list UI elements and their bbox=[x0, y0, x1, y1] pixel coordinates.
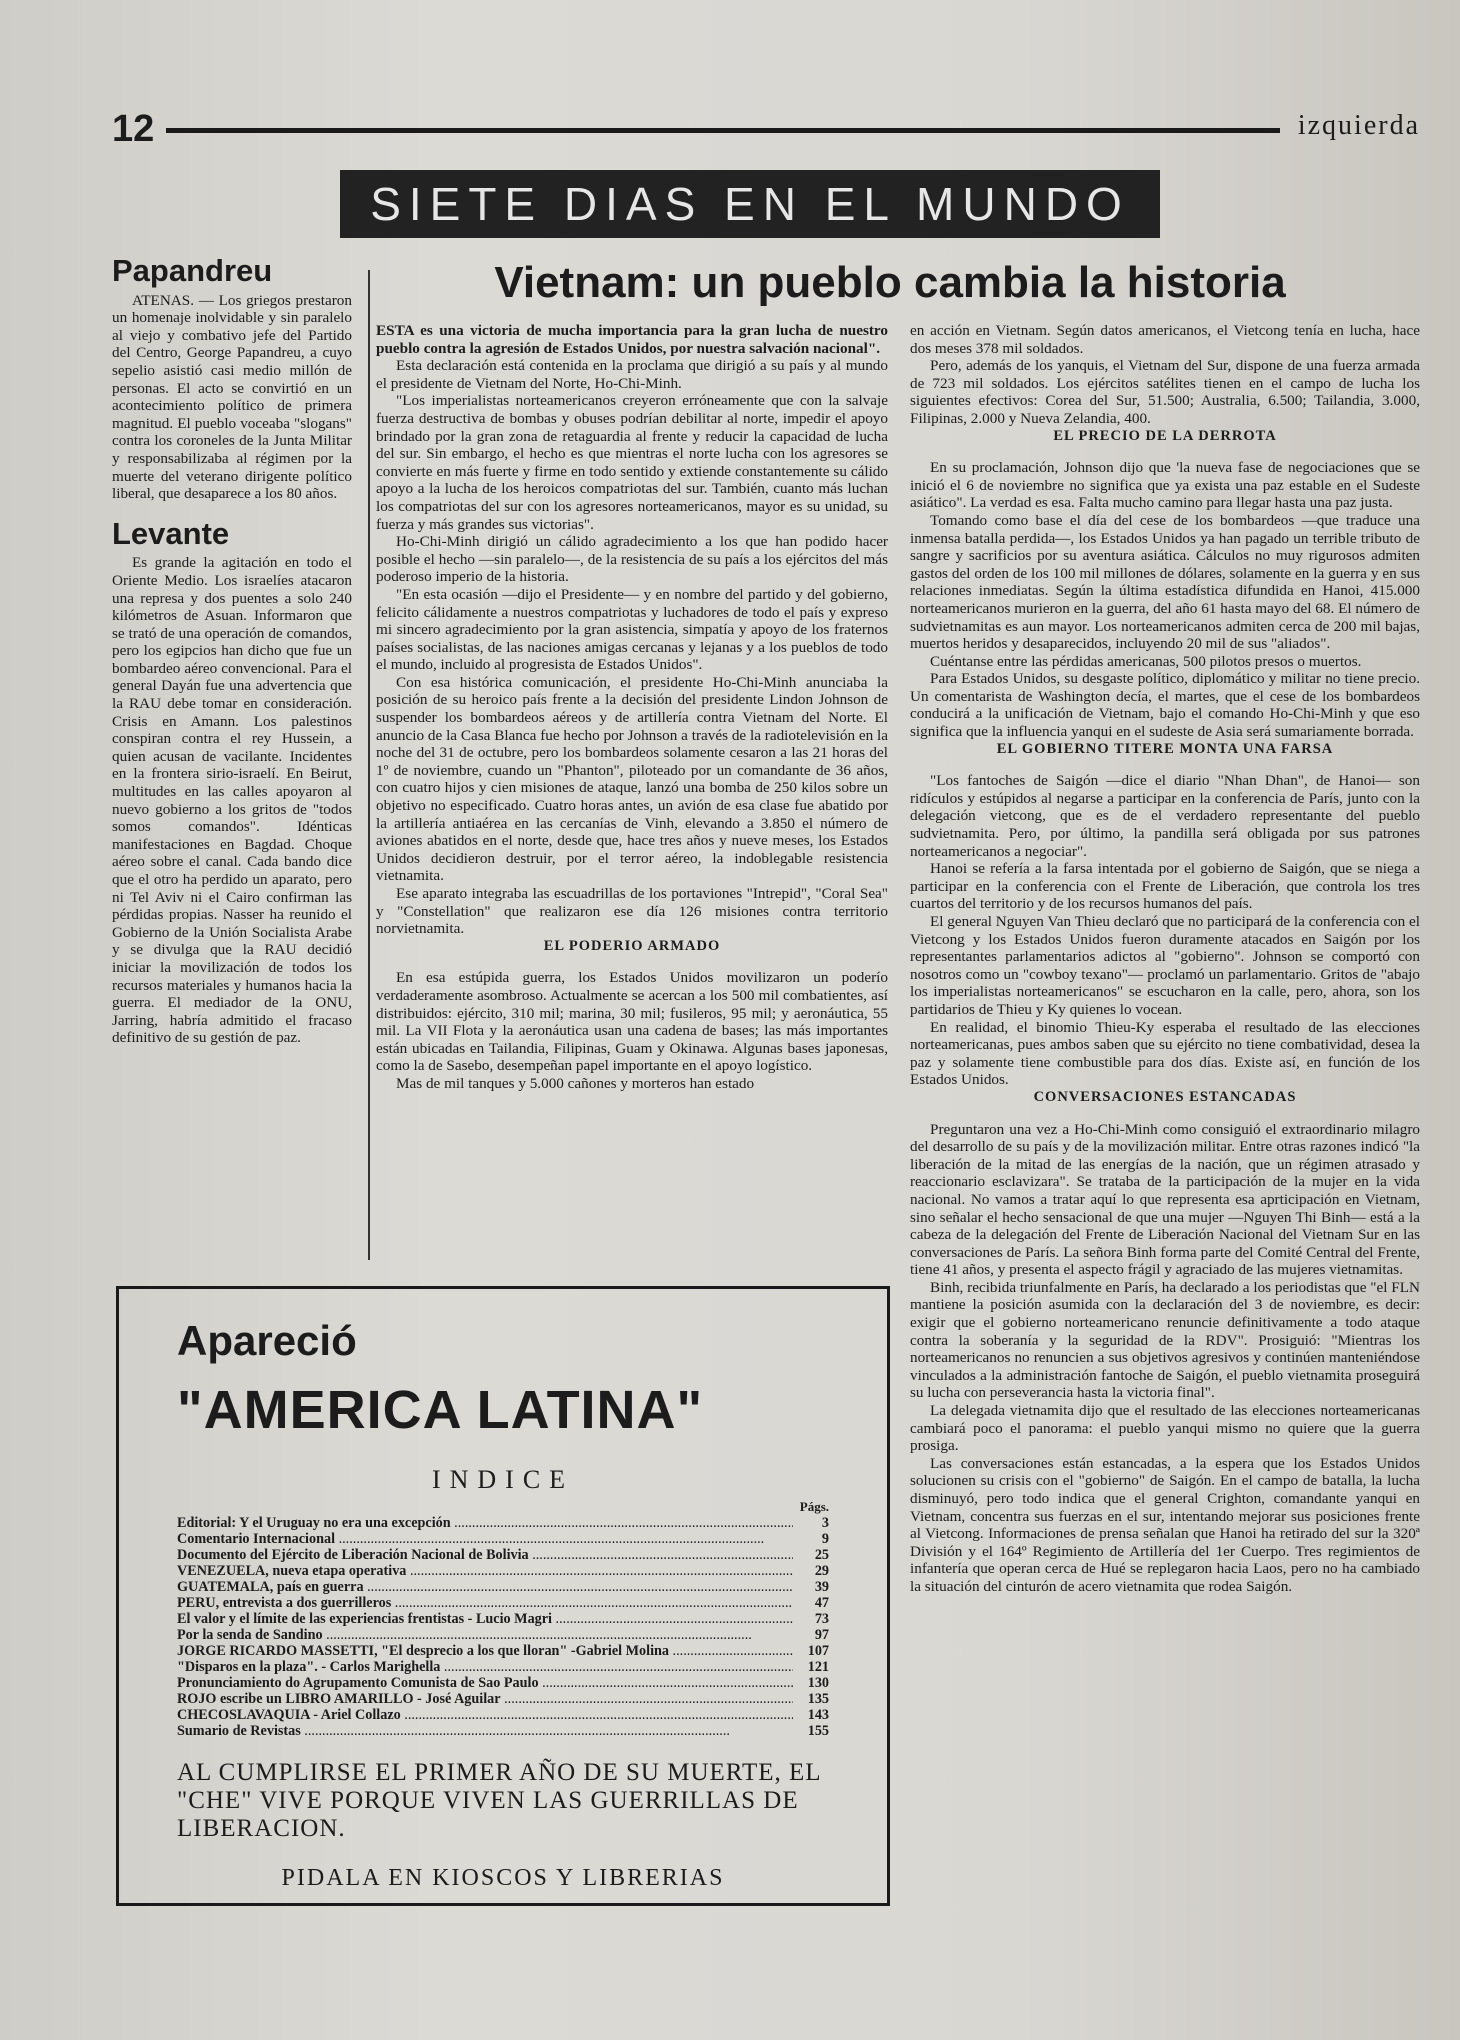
article-paragraph: Tomando como base el día del cese de los bombardeos —que traduce una inmensa batalla perdida—, los Estados Unidos ya han pagado un terrible tributo de sangre y sacrificios por su aventura asiática. Cálculos no muy rigurosos admiten gastos del orden de los 100 mil millones de dólares, solamente en la guerra y en sus relaciones inmediatas. Según la última estadística difundida en Hanoi, 415.000 norteamericanos murieron en la guerra, del año 61 hasta mayo del 68. El número de sudvietnamitas es aun mayor. Los norteamericanos admiten cerca de 200 mil bajas, muertos heridos y desaparecidos, incluyendo 20 mil de sus "aliados". bbox=[910, 511, 1420, 653]
toc-title: VENEZUELA, nueva etapa operativa ..... bbox=[177, 1563, 793, 1579]
toc-row bbox=[177, 1611, 829, 1627]
toc-row bbox=[177, 1643, 829, 1659]
toc-row bbox=[177, 1579, 829, 1595]
toc-page: 29 bbox=[814, 1563, 829, 1579]
article-paragraph: Las conversaciones están estancadas, a la espera que los Estados Unidos solucionen su crisis con el "gobierno" de Saigón. En el campo de batalla, la lucha disminuyó, pero todo indica que el general Crighton, comandante yanqui en Vietnam, concentra sus fuerzas en el sur, intentando mejorar sus posiciones frente al Vietcong. Informaciones de prensa señalan que Hanoi ha retirado del sur la 320ª División y el 164º Regimiento de Artillería del 1er Cuerpo. Tres regimientos de infantería que operan cerca de Hué se replegaron hacia Laos, pero no ha cambiado la situación del cinturón de acero vietnamita que rodea Saigón. bbox=[910, 1454, 1420, 1595]
ad-buy-line: PIDALA EN KIOSCOS Y LIBRERIAS bbox=[281, 1865, 725, 1891]
advertisement-box bbox=[116, 1286, 890, 1906]
sidebar bbox=[112, 253, 352, 1047]
sidebar-body-levante: Es grande la agitación en todo el Oriente Medio. Los israelíes atacaron una represa y dos puentes a solo 240 kilómetros de Asuan. Informaron que se trató de una operación de comandos, pero los egipcios han dicho que fue un bombardeo aéreo convencional. Para el general Dayán fue una advertencia que la RAU debe tomar en consideración. Crisis en Amann. Los palestinos conspiran contra el rey Hussein, a quien acusan de vacilante. Incidentes en la frontera sirio-israelí. En Beirut, multitudes en las calles apoyaron al nuevo gobierno a los gritos de "todos somos comandos". Idénticas manifestaciones en Bagdad. Choque aéreo sobre el canal. Cada bando dice que el otro ha perdido un aparato, pero ni Tel Aviv ni el Cairo confirman las pérdidas propias. Nasser ha reunido el Gobierno de la Unión Socialista Arabe y se divulga que la RAU decidió iniciar la movilización de todos los recursos materiales y humanos hacia la guerra. El mediador de la ONU, Jarring, habría admitido el fracaso definitivo de su gestión de paz. bbox=[112, 554, 352, 1047]
article-paragraph: La delegada vietnamita dijo que el resultado de las elecciones norteamericanas cambiará poco el panorama: el pueblo yanqui mismo no quiere que la guerra prosiga. bbox=[910, 1402, 1420, 1455]
article-paragraph: Pero, además de los yanquis, el Vietnam del Sur, dispone de una fuerza armada de 723 mil soldados. Los ejércitos satélites tienen en el campo de lucha los siguientes efectivos: Corea del Sur, 51.500; Australia, 6.500; Tailandia, 3.000, Filipinas, 2.000 y Nueva Zelandia, 400. bbox=[910, 357, 1420, 427]
toc-title: "Disparos en la plaza". - Carlos Marighella ..... bbox=[177, 1659, 793, 1675]
toc-page: 155 bbox=[807, 1723, 829, 1739]
article-paragraph: Ho-Chi-Minh dirigió un cálido agradecimiento a los que han podido hacer posible el hecho —sin paralelo—, de la resistencia de su país a los ejércitos del más poderoso imperio de la historia. bbox=[376, 533, 888, 586]
toc-row bbox=[177, 1659, 829, 1675]
toc-page: 135 bbox=[807, 1691, 829, 1707]
toc-page: 97 bbox=[814, 1627, 829, 1643]
sidebar-body-papandreu: ATENAS. — Los griegos prestaron un homenaje inolvidable y sin paralelo al viejo y combativo jefe del Partido del Centro, George Papandreu, a cuyo sepelio asistió casi medio millón de personas. El acto se convirtió en un acontecimiento político de primera magnitud. El pueblo voceaba "slogans" contra los coroneles de la Junta Militar y responsabilizaba al régimen por la muerte del veterano dirigente político liberal, que desaparece a los 80 años. bbox=[112, 291, 352, 503]
subhead-precio: EL PRECIO DE LA DERROTA bbox=[1053, 427, 1277, 444]
toc-row bbox=[177, 1707, 829, 1723]
article-paragraph: Mas de mil tanques y 5.000 cañones y morteros han estado bbox=[396, 1074, 755, 1092]
toc-row bbox=[177, 1627, 829, 1643]
sidebar-title-levante: Levante bbox=[112, 515, 230, 551]
article-paragraph: Binh, recibida triunfalmente en París, ha declarado a los periodistas que "el FLN mantiene la posición asumida con la declaración del 3 de noviembre, es decir: exigir que el gobierno norteamericano renuncie definitivamente a todo ataque contra la soberanía y la seguridad de la RDV". Prosiguió: "Mientras los norteamericanos no renuncien a sus objetivos agresivos y continúen manteniéndose vinculados a la administración fantoche de Saigón, el pueblo vietnamita proseguirá su lucha con perseverancia hasta la victoria final". bbox=[910, 1278, 1420, 1402]
page-number: 12 bbox=[112, 108, 155, 150]
toc-page: 107 bbox=[807, 1643, 829, 1659]
toc-page: 121 bbox=[807, 1659, 829, 1675]
toc-page: 130 bbox=[807, 1675, 829, 1691]
toc-row bbox=[177, 1563, 829, 1579]
article-paragraph: Hanoi se refería a la farsa intentada por el gobierno de Saigón, que se niega a participar en la conferencia con el Frente de Liberación, que controla los tres cuartos del territorio y de los recursos humanos del país. bbox=[910, 860, 1420, 913]
ad-index-title: INDICE bbox=[431, 1465, 575, 1494]
article-lead: ESTA es una victoria de mucha importancia para la gran lucha de nuestro pueblo contra la agresión de Estados Unidos, por nuestra salvación nacional". bbox=[376, 322, 888, 357]
toc-title: PERU, entrevista a dos guerrilleros ..... bbox=[177, 1595, 793, 1611]
toc-title: Comentario Internacional ..... bbox=[177, 1531, 793, 1547]
toc-row bbox=[177, 1547, 829, 1563]
toc-page: 9 bbox=[821, 1531, 829, 1547]
article-paragraph: en acción en Vietnam. Según datos americanos, el Vietcong tenía en lucha, hace dos meses 378 mil soldados. bbox=[910, 322, 1420, 357]
toc-page: 39 bbox=[814, 1579, 829, 1595]
toc-title: GUATEMALA, país en guerra ..... bbox=[177, 1579, 793, 1595]
subhead-conversaciones: CONVERSACIONES ESTANCADAS bbox=[1033, 1088, 1297, 1105]
article-paragraph: En realidad, el binomio Thieu-Ky esperaba el resultado de las elecciones norteamericanas, pues ambos saben que su ejército no tiene combatividad, desea la paz y solamente tiene combustible para dos días. Existe así, en función de los Estados Unidos. bbox=[910, 1018, 1420, 1089]
article-paragraph: Con esa histórica comunicación, el presidente Ho-Chi-Minh anunciaba la posición de su heroico país frente a la decisión del presidente Lindon Johnson de suspender los bombardeos aéreos y de artillería contra Vietnam del Norte. El anuncio de la Casa Blanca fue hecho por Johnson a través de la radiotelevisión en la noche del 31 de octubre, pero los bombardeos solamente cesaron a las 21 horas del 1º de noviembre, cuando un "Phanton", piloteado por un comandante de 36 años, con cuatro hijos y cien misiones de ataque, lanzó una bomba de 250 kilos sobre un objetivo no especificado. Cuatro horas antes, un avión de esa clase fue abatido por la artillería antiaérea en las cercanías de Vinh, elevando a 3.850 el número de aviones abatidos en el norte, desde que, hace tres años y nueve meses, los Estados Unidos decidieron destruir, por el terror aéreo, la indoblegable resistencia vietnamita. bbox=[376, 673, 888, 885]
section-banner: SIETE DIAS EN EL MUNDO bbox=[340, 170, 1160, 238]
toc-title: JORGE RICARDO MASSETTI, "El desprecio a los que lloran" -Gabriel Molina ..... bbox=[177, 1643, 793, 1659]
toc-row bbox=[177, 1515, 829, 1531]
toc-title: CHECOSLAVAQUIA - Ariel Collazo ..... bbox=[177, 1707, 793, 1723]
article-paragraph: Esta declaración está contenida en la proclama que dirigió a su país y al mundo el presidente de Vietnam del Norte, Ho-Chi-Minh. bbox=[376, 357, 888, 392]
toc-row bbox=[177, 1675, 829, 1691]
table-of-contents bbox=[177, 1515, 829, 1739]
article-paragraph: "Los fantoches de Saigón —dice el diario "Nhan Dhan", de Hanoi— son ridículos y estúpidos al negarse a participar en la conferencia de París, junto con la delegación vietcong, que es de el verdadero representante del pueblo sudvietnamita. Pero, por último, la pandilla será obligada por sus patrones norteamericanos a negociar". bbox=[910, 772, 1420, 860]
article-headline: Vietnam: un pueblo cambia la historia bbox=[494, 258, 1286, 307]
toc-title: Por la senda de Sandino ..... bbox=[177, 1627, 793, 1643]
toc-page: 25 bbox=[814, 1547, 829, 1563]
column-divider bbox=[368, 270, 370, 1260]
article-paragraph: En esa estúpida guerra, los Estados Unidos movilizaron un poderío verdaderamente asombroso. Actualmente se acercan a los 500 mil combatientes, así distribuidos: ejército, 310 mil; marina, 30 mil; fusileros, 95 mil; y aeronáutica, 55 mil. La VII Flota y la aeronáutica usan una cadena de bases; las más importantes están ubicadas en Tailandia, Filipinas, Guam y Okinawa. Algunas bases japonesas, como la de Sasebo, desempeñan papel importante en el apoyo logístico. bbox=[376, 969, 888, 1075]
toc-page: 73 bbox=[814, 1611, 829, 1627]
article-column-1 bbox=[376, 322, 888, 1093]
article-paragraph: Ese aparato integraba las escuadrillas de los portaviones "Intrepid", "Coral Sea" y "Constellation" que realizaron ese día 126 misiones contra territorio norvietnamita. bbox=[376, 885, 888, 938]
article-paragraph: El general Nguyen Van Thieu declaró que no participará de la conferencia con el Vietcong y los Estados Unidos fueron duramente atacados en Saigón por los representantes parlamentarios adictos al "gobierno". Johnson se comportó con nosotros como un "cowboy texano"— proclamó un parlamentario. Gritos de "abajo los imperialistas norteamericanos" se escucharon en la calle, pero, ahora, son los partidarios de Thieu y Ky quienes lo vocean. bbox=[910, 913, 1420, 1018]
article-paragraph: Preguntaron una vez a Ho-Chi-Minh como consiguió el extraordinario milagro del desarrollo de su país y de la movilización militar. Entre otras razones indicó "la liberación de la mitad de las energías de la nación, que un régimen atrasado y reaccionario esclavizara". Se trataba de la participación de la mujer en la vida nacional. No vamos a tratar aquí lo que representa esa aprticipación en Vietnam, sino señalar el hecho sensacional de que una mujer —Nguyen Thi Binh— está a la cabeza de la delegación del Frente de Liberación Nacional del Vietnam Sur en las conversaciones de París. La señora Binh forma parte del Comité Central del Frente, tiene 41 años, y presenta el aspecto frágil y agraciado de las mujeres vietnamitas. bbox=[910, 1120, 1420, 1279]
article-paragraph: En su proclamación, Johnson dijo que 'la nueva fase de negociaciones que se inició el 6 de noviembre no significa que ya exista una paz estable en el Sudeste asiático". La verdad es esa. Falta mucho camino para llegar hasta una paz justa. bbox=[910, 459, 1420, 512]
article-paragraph: "En esta ocasión —dijo el Presidente— y en nombre del partido y del gobierno, felicito cálidamente a nuestros compatriotas y luchadores de todo el país y expreso mi sincero agradecimiento por la gran asistencia, simpatía y apoyo de los fraternos países socialistas, de las naciones amigas cercanas y lejanas y a los pueblos de todo el mundo, incluido al progresista de Estados Unidos". bbox=[376, 585, 888, 674]
toc-row bbox=[177, 1595, 829, 1611]
magazine-name: izquierda bbox=[1297, 110, 1420, 141]
article-paragraph: Cuéntanse entre las pérdidas americanas, 500 pilotos presos o muertos. bbox=[930, 652, 1362, 670]
toc-title: Editorial: Y el Uruguay no era una excepción ..... bbox=[177, 1515, 793, 1531]
toc-page: 3 bbox=[821, 1515, 829, 1531]
toc-title: Sumario de Revistas ..... bbox=[177, 1723, 793, 1739]
page-header bbox=[112, 108, 1420, 148]
toc-row bbox=[177, 1723, 829, 1739]
toc-title: Documento del Ejército de Liberación Nacional de Bolivia ..... bbox=[177, 1547, 793, 1563]
ad-slogan: AL CUMPLIRSE EL PRIMER AÑO DE SU MUERTE, EL "CHE" VIVE PORQUE VIVEN LAS GUERRILLAS DE LIBERACION. bbox=[177, 1759, 821, 1842]
toc-title: Pronunciamiento do Agrupamento Comunista de Sao Paulo ..... bbox=[177, 1675, 793, 1691]
subhead-poderio: EL PODERIO ARMADO bbox=[543, 937, 721, 954]
toc-title: ROJO escribe un LIBRO AMARILLO - José Aguilar ..... bbox=[177, 1691, 793, 1707]
article-paragraph: Para Estados Unidos, su desgaste político, diplomático y militar no tiene precio. Un comentarista de Washington decía, el martes, que el cese de los bombardeos conducirá a la unificación de Vietnam, bajo el comando Ho-Chi-Minh y que eso significa que la influencia yanqui en el sudeste de Asia será sumariamente borrada. bbox=[910, 670, 1420, 741]
ad-magazine-title: "AMERICA LATINA" bbox=[177, 1380, 704, 1440]
toc-page: 47 bbox=[814, 1595, 829, 1611]
toc-page: 143 bbox=[807, 1707, 829, 1723]
ad-appeared: Apareció bbox=[177, 1317, 357, 1364]
toc-row bbox=[177, 1531, 829, 1547]
subhead-gobierno: EL GOBIERNO TITERE MONTA UNA FARSA bbox=[996, 740, 1334, 757]
ad-pages-label: Págs. bbox=[799, 1499, 829, 1514]
sidebar-title-papandreu: Papandreu bbox=[112, 253, 273, 288]
toc-row bbox=[177, 1691, 829, 1707]
article-column-2 bbox=[910, 322, 1420, 1596]
article-paragraph: "Los imperialistas norteamericanos creyeron erróneamente que con la salvaje fuerza destructiva de bombas y obuses podrían debilitar al norte, impedir el apoyo brindado por la gran zona de retaguardia al frente y reducir la capacidad de lucha del sur. Sin embargo, el hecho es que mientras el norte lucha con los agresores se convierte en más fuerte y firme en todo sentido y extiende constantemente su cálido apoyo a la lucha de los heroicos compatriotas del sur. También, cuanto más luchan los compatriotas del sur con los agresores norteamericanos, mayor es su unidad, su fuerza y más grandes sus victorias". bbox=[376, 392, 888, 533]
toc-title: El valor y el límite de las experiencias frentistas - Lucio Magri ..... bbox=[177, 1611, 793, 1627]
header-rule bbox=[166, 128, 1280, 133]
